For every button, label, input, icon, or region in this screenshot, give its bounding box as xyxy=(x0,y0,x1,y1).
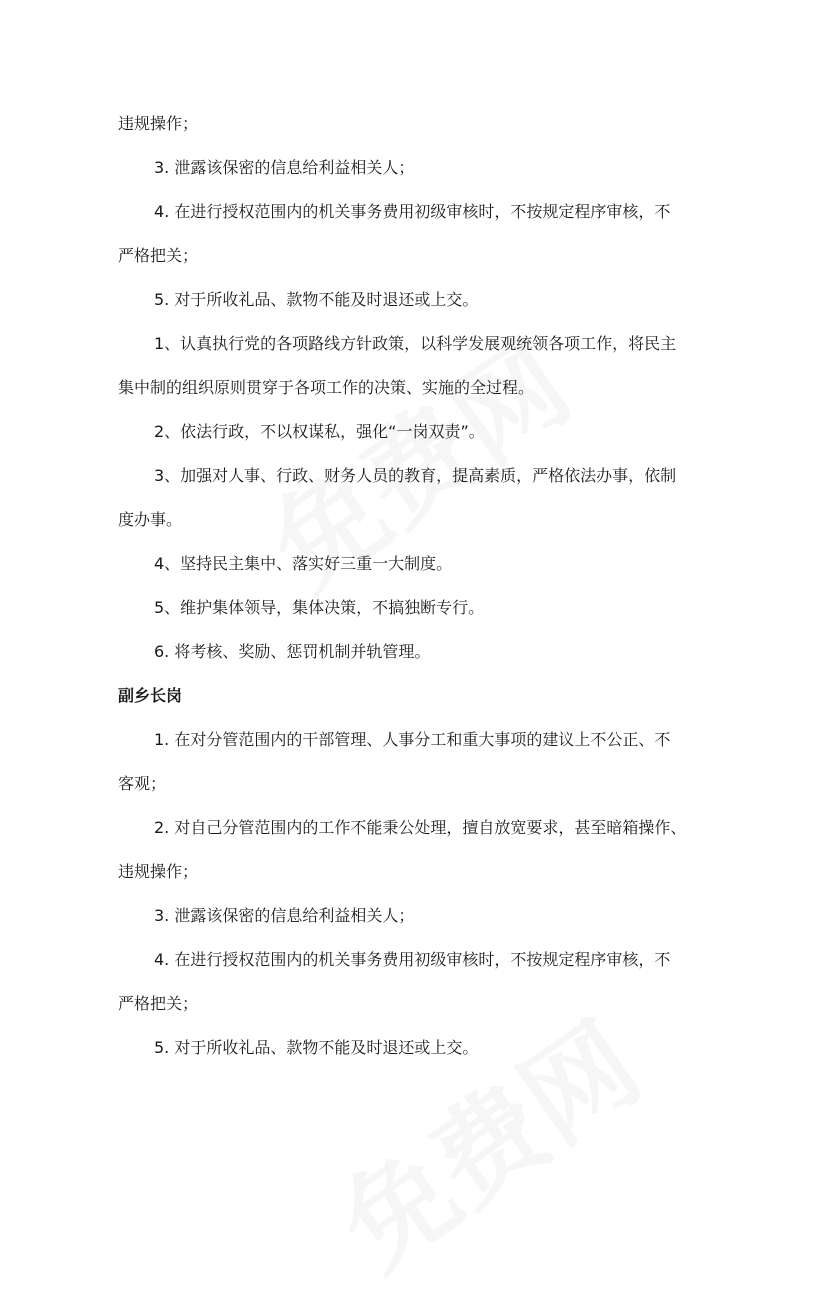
paragraph-line: 客观； xyxy=(118,774,167,793)
paragraph-line: 1. 在对分管范围内的干部管理、人事分工和重大事项的建议上不公正、不 xyxy=(154,730,671,749)
paragraph-line: 1、认真执行党的各项路线方针政策，以科学发展观统领各项工作，将民主 xyxy=(154,334,677,353)
paragraph-line: 4. 在进行授权范围内的机关事务费用初级审核时，不按规定程序审核，不 xyxy=(154,950,671,969)
paragraph-line: 4. 在进行授权范围内的机关事务费用初级审核时，不按规定程序审核，不 xyxy=(154,202,671,221)
paragraph-line: 5. 对于所收礼品、款物不能及时退还或上交。 xyxy=(154,1038,479,1057)
paragraph-line: 严格把关； xyxy=(118,994,199,1013)
paragraph-line: 严格把关； xyxy=(118,246,199,265)
paragraph-line: 3. 泄露该保密的信息给利益相关人； xyxy=(154,158,415,177)
paragraph-line: 5. 对于所收礼品、款物不能及时退还或上交。 xyxy=(154,290,479,309)
paragraph-line: 度办事。 xyxy=(118,510,183,529)
paragraph-line: 3、加强对人事、行政、财务人员的教育，提高素质，严格依法办事，依制 xyxy=(154,466,677,485)
paragraph-line: 3. 泄露该保密的信息给利益相关人； xyxy=(154,906,415,925)
paragraph-line: 5、维护集体领导，集体决策，不搞独断专行。 xyxy=(154,598,485,617)
paragraph-line: 4、坚持民主集中、落实好三重一大制度。 xyxy=(154,554,453,573)
paragraph-line: 2. 对自己分管范围内的工作不能秉公处理，擅自放宽要求，甚至暗箱操作、 xyxy=(154,818,687,837)
paragraph-line: 违规操作； xyxy=(118,114,199,133)
paragraph-line: 2、依法行政，不以权谋私，强化“一岗双责”。 xyxy=(154,422,485,441)
paragraph-line: 集中制的组织原则贯穿于各项工作的决策、实施的全过程。 xyxy=(118,378,535,397)
section-heading: 副乡长岗 xyxy=(118,686,183,705)
paragraph-line: 6. 将考核、奖励、惩罚机制并轨管理。 xyxy=(154,642,431,661)
paragraph-line: 违规操作； xyxy=(118,862,199,881)
document-body xyxy=(118,108,718,1076)
